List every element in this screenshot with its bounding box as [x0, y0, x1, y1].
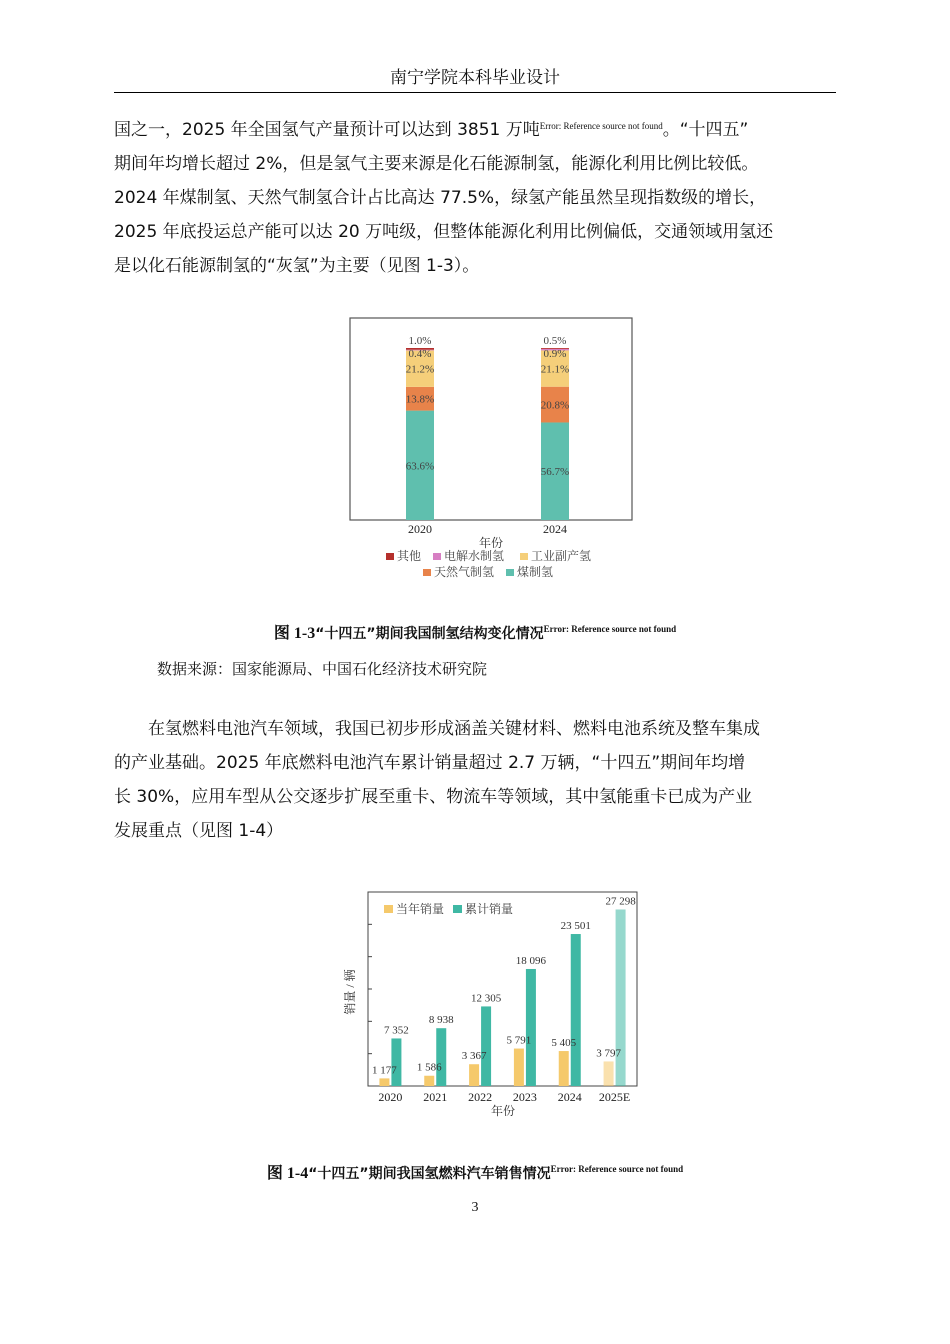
paragraph-2-line-3: 长 30%，应用车型从公交逐步扩展至重卡、物流车等领域，其中氢能重卡已成为产业 [114, 787, 753, 807]
paragraph-1-line-4: 2025 年底投运总产能可以达 20 万吨级，但整体能源化利用比例偏低，交通领域用氢还 [114, 222, 774, 242]
chart-2-x-tick-label: 2023 [512, 1090, 537, 1104]
paragraph-1 [114, 113, 836, 283]
chart-2-bar [469, 1064, 479, 1086]
chart-2-data-label: 12 305 [470, 992, 502, 1005]
chart-2-data-label: 7 352 [384, 1024, 409, 1037]
chart-2-bar [604, 1061, 614, 1086]
chart-1-data-label: 20.8% [540, 399, 570, 412]
chart-2-data-label: 27 298 [605, 895, 636, 908]
chart-1-data-label: 1.0% [408, 335, 432, 347]
chart-2-x-tick-label: 2022 [468, 1090, 493, 1104]
chart-2-bar [379, 1078, 389, 1086]
paragraph-1-line-5: 是以化石能源制氢的“灰氢”为主要（见图 1-3）。 [114, 256, 480, 276]
chart-2-bar [616, 909, 626, 1086]
figure-1-caption [114, 620, 836, 643]
figure-2-caption-number: 图 1-4 [266, 1165, 309, 1182]
chart-2-legend-swatch [453, 905, 462, 913]
paragraph-1-line-2: 期间年均增长超过 2%，但是氢气主要来源是化石能源制氢，能源化利用比例比较低。 [114, 154, 759, 174]
chart-1-legend-swatch [423, 569, 431, 576]
paragraph-2-line-1: 在氢燃料电池汽车领域，我国已初步形成涵盖关键材料、燃料电池系统及整车集成 [148, 719, 760, 739]
chart-1-data-label: 0.9% [543, 348, 567, 360]
chart-1-data-label: 21.1% [540, 363, 570, 376]
chart-2-bar [571, 934, 581, 1086]
reference-error: Error: Reference source not found [539, 121, 663, 131]
chart-2-bar [514, 1049, 524, 1086]
fuel-cell-vehicle-sales-chart [340, 888, 646, 1120]
chart-1-data-label: 0.5% [543, 335, 567, 347]
chart-1-x-tick-label: 2024 [543, 522, 567, 536]
paragraph-2-line-2: 的产业基础。2025 年底燃料电池汽车累计销量超过 2.7 万辆，“十四五”期间年均增 [114, 753, 746, 773]
chart-1-legend-label: 天然气制氢 [434, 565, 495, 579]
chart-1-data-label: 63.6% [405, 460, 435, 473]
chart-1-legend-label: 其他 [397, 549, 422, 563]
figure-2-caption-text: “十四五”期间我国氢燃料汽车销售情况 [308, 1166, 551, 1182]
paragraph-2-line-4: 发展重点（见图 1-4） [114, 821, 284, 841]
hydrogen-structure-chart [348, 316, 636, 588]
page-number: 3 [471, 1200, 479, 1215]
chart-2-x-axis-label: 年份 [490, 1104, 516, 1118]
chart-2-data-label: 23 501 [560, 920, 591, 933]
figure-2-reference-error: Error: Reference source not found [550, 1164, 684, 1174]
chart-2-data-label: 5 405 [551, 1037, 577, 1050]
chart-2-y-axis-label: 销量 / 辆 [343, 969, 357, 1015]
chart-2-data-label: 1 586 [416, 1061, 442, 1074]
chart-2-legend-swatch [384, 905, 393, 913]
chart-1-data-label: 21.2% [405, 363, 435, 376]
chart-1-legend-label: 煤制氢 [517, 565, 554, 579]
figure-1-caption-text: “十四五”期间我国制氢结构变化情况 [315, 626, 544, 642]
chart-1-legend-swatch [386, 553, 394, 560]
chart-1-data-label: 56.7% [540, 466, 570, 479]
chart-1-legend-swatch [520, 553, 528, 560]
chart-2-data-label: 3 367 [461, 1050, 487, 1063]
chart-1-data-label: 0.4% [408, 348, 432, 360]
chart-1-legend-swatch [433, 553, 441, 560]
chart-2-bar [391, 1038, 401, 1086]
chart-2-bar [526, 969, 536, 1086]
chart-1-x-axis-label: 年份 [478, 536, 504, 550]
chart-2-data-label: 3 797 [596, 1047, 621, 1060]
header-divider [114, 92, 836, 93]
paragraph-1-line-3: 2024 年煤制氢、天然气制氢合计占比高达 77.5%，绿氢产能虽然呈现指数级的增长， [114, 188, 767, 208]
chart-1-legend-label: 电解水制氢 [444, 549, 505, 563]
figure-1-caption-number: 图 1-3 [273, 625, 316, 642]
chart-2-bar [424, 1076, 434, 1086]
figure-1-reference-error: Error: Reference source not found [543, 624, 677, 634]
chart-2-data-label: 8 938 [428, 1014, 454, 1027]
chart-2-data-label: 5 791 [506, 1034, 532, 1047]
paragraph-2 [114, 712, 836, 848]
chart-1-legend-label: 工业副产氢 [531, 549, 592, 563]
paragraph-1-text-a: 国之一，2025 年全国氢气产量预计可以达到 3851 万吨 [114, 120, 540, 140]
figure-1-data-source: 数据来源：国家能源局、中国石化经济技术研究院 [157, 660, 488, 678]
figure-2-caption [114, 1160, 836, 1183]
page-header-title: 南宁学院本科毕业设计 [390, 68, 560, 88]
chart-1-x-tick-label: 2020 [408, 522, 432, 536]
chart-2-legend-label: 累计销量 [465, 902, 514, 916]
chart-2-data-label: 1 177 [372, 1064, 397, 1077]
chart-1-legend-swatch [506, 569, 514, 576]
chart-2-x-tick-label: 2020 [378, 1090, 403, 1104]
chart-2-bar [436, 1028, 446, 1086]
chart-2-x-tick-label: 2024 [557, 1090, 582, 1104]
paragraph-1-line-1 [114, 113, 836, 147]
chart-2-legend-label: 当年销量 [396, 902, 445, 916]
chart-1-frame [350, 318, 632, 520]
chart-2-x-tick-label: 2025E [598, 1090, 631, 1104]
chart-1-data-label: 13.8% [405, 393, 435, 406]
chart-2-bar [481, 1006, 491, 1086]
chart-2-x-tick-label: 2021 [423, 1090, 448, 1104]
chart-2-data-label: 18 096 [515, 954, 547, 967]
paragraph-1-text-b: 。“十四五” [662, 120, 749, 140]
chart-2-bar [559, 1051, 569, 1086]
